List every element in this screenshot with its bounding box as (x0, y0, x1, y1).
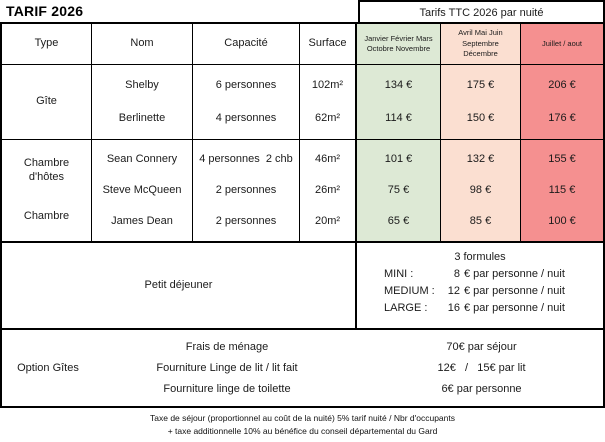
col-header-type: Type (2, 24, 92, 65)
chambre-row3-price-high: 100 € (548, 214, 576, 227)
formula-large-row (357, 300, 603, 317)
gite-row2-price-low: 114 € (385, 111, 412, 124)
formula-medium-unit: € par personne / nuit (464, 284, 565, 297)
gite-type-cell: Gîte (2, 65, 92, 140)
chambre-row2-price-high: 115 € (548, 183, 576, 196)
option-menage-name: Frais de ménage (185, 341, 269, 354)
gite-row1-surface: 102m² (311, 78, 344, 91)
tax-note-line1: Taxe de séjour (proportionnel au coût de la nuité) 5% tarif nuité / Nbr d'occupants (150, 413, 455, 423)
season-mid-line3: Décembre (463, 49, 498, 59)
gite-row1-nom: Shelby (125, 78, 159, 91)
options-label: Option Gîtes (17, 362, 79, 374)
formula-large-price: 16 (447, 301, 460, 314)
formula-large-unit: € par personne / nuit (464, 301, 565, 314)
option-linge-toilette-name: Fourniture linge de toilette (163, 382, 291, 395)
gite-capacite-cell (193, 65, 300, 140)
chambre-price-low-cell (357, 140, 441, 243)
formula-mini-unit: € par personne / nuit (464, 267, 565, 280)
chambre-row1-price-mid: 132 € (466, 152, 495, 165)
breakfast-formulas-block (357, 249, 603, 323)
formula-mini-price: 8 (453, 267, 460, 280)
options-names (94, 330, 360, 406)
chambre-row3-price-mid: 85 € (469, 214, 492, 227)
col-header-nom: Nom (92, 24, 193, 65)
gite-row2-price-high: 176 € (548, 111, 576, 124)
gite-price-low-cell (357, 65, 441, 140)
formulas-intro: 3 formules (454, 250, 506, 263)
tax-note (0, 412, 605, 438)
gite-surface-cell (300, 65, 357, 140)
options-values (360, 330, 603, 406)
chambre-nom-cell (92, 140, 193, 243)
chambre-row2-price-mid: 98 € (469, 183, 492, 196)
gite-row1-capacite: 6 personnes (215, 78, 277, 91)
chambre-dhotes-line2: d'hôtes (28, 170, 65, 183)
options-row (2, 330, 603, 406)
chambre-price-high-cell (521, 140, 603, 243)
chambre-row2-price-low: 75 € (387, 183, 410, 196)
option-menage-value: 70€ par séjour (446, 341, 517, 354)
breakfast-formulas-cell (357, 243, 603, 330)
season-mid-line2: Septembre (462, 38, 499, 48)
season-low-line2: Octobre Novembre (366, 44, 431, 53)
chambre-price-mid-cell (441, 140, 521, 243)
page-title: TARIF 2026 (6, 3, 84, 19)
col-header-capacite: Capacité (193, 24, 300, 65)
col-header-surface: Surface (300, 24, 357, 65)
chambre-dhotes-label (2, 157, 91, 185)
gite-row2-surface: 62m² (314, 111, 341, 124)
option-linge-lit-name: Fourniture Linge de lit / lit fait (156, 361, 298, 374)
formula-mini-name: MINI : (384, 267, 414, 280)
formula-large-name: LARGE : (384, 301, 428, 314)
gite-row1-price-high: 206 € (548, 78, 576, 91)
season-high-line1: Juillet / aout (541, 38, 583, 48)
chambre-row3-nom: James Dean (111, 214, 173, 227)
col-header-season-mid (441, 24, 521, 65)
chambre-row1-price-high: 155 € (548, 152, 576, 165)
tax-note-line2: + taxe additionnelle 10% au bénéfice du conseil départemental du Gard (167, 426, 438, 437)
formula-mini-row (357, 266, 603, 283)
gite-nom-cell (92, 65, 193, 140)
price-header-box (358, 0, 605, 24)
tariff-table (0, 22, 605, 408)
gite-row2-nom: Berlinette (118, 111, 166, 124)
option-linge-lit-value: 12€ / 15€ par lit (437, 361, 526, 374)
col-header-season-high (521, 24, 603, 65)
chambre-type-cell (2, 140, 92, 243)
chambre-surface-cell (300, 140, 357, 243)
gite-row1-price-low: 134 € (384, 78, 413, 91)
gite-row1-price-mid: 175 € (466, 78, 495, 91)
chambre-label: Chambre (23, 210, 70, 223)
chambre-row1-surface: 46m² (314, 152, 341, 165)
gite-price-high-cell (521, 65, 603, 140)
chambre-row2-capacite: 2 personnes (215, 183, 277, 196)
chambre-row3-surface: 20m² (314, 214, 341, 227)
chambre-row2-surface: 26m² (314, 183, 341, 196)
chambre-row1-price-low: 101 € (384, 152, 413, 165)
gite-row2-price-mid: 150 € (466, 111, 495, 124)
formula-medium-price: 12 (447, 284, 460, 297)
formula-medium-name: MEDIUM : (384, 284, 435, 297)
option-linge-toilette-value: 6€ par personne (441, 382, 522, 395)
chambre-row1-nom: Sean Connery (106, 152, 178, 165)
chambre-dhotes-line1: Chambre (23, 156, 70, 169)
chambre-row2-nom: Steve McQueen (102, 183, 182, 196)
chambre-row3-price-low: 65 € (387, 214, 410, 227)
season-low-line1: Janvier Février Mars (364, 33, 433, 43)
chambre-capacite-cell (193, 140, 300, 243)
formula-medium-row (357, 283, 603, 300)
col-header-season-low (357, 24, 441, 65)
season-mid-line1: Avril Mai Juin (458, 28, 503, 38)
price-header-label: Tarifs TTC 2026 par nuité (419, 7, 544, 19)
breakfast-label-cell: Petit déjeuner (2, 243, 357, 330)
gite-row2-capacite: 4 personnes (215, 111, 277, 124)
chambre-row1-capacite: 4 personnes 2 chb (199, 152, 293, 165)
chambre-row3-capacite: 2 personnes (215, 214, 277, 227)
gite-price-mid-cell (441, 65, 521, 140)
